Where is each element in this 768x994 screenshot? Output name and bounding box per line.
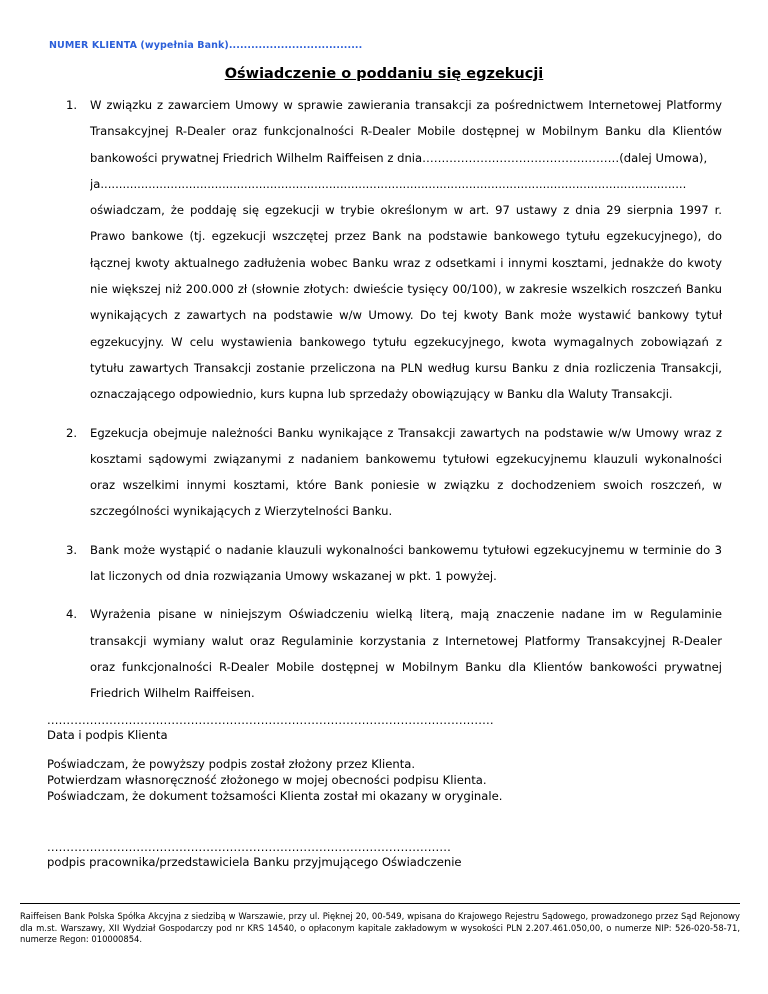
client-signature-line: ................................................................................................................... xyxy=(47,713,494,727)
clause-number: 1. xyxy=(66,98,78,112)
confirmation-statements xyxy=(47,756,502,804)
client-number-field: NUMER KLIENTA (wypełnia Bank).................................... xyxy=(49,40,363,51)
client-signature-block xyxy=(47,713,494,743)
employee-signature-label: podpis pracownika/przedstawiciela Banku przyjmującego Oświadczenie xyxy=(47,855,462,869)
confirmation-line: Poświadczam, że powyższy podpis został złożony przez Klienta. xyxy=(47,757,416,771)
confirmation-line: Potwierdzam własnoręczność złożonego w mojej obecności podpisu Klienta. xyxy=(47,773,487,787)
confirmation-line: Poświadczam, że dokument tożsamości Klienta został mi okazany w oryginale. xyxy=(47,789,503,803)
clause-3 xyxy=(66,537,722,590)
client-signature-label: Data i podpis Klienta xyxy=(47,728,168,742)
footer-legal-text: Raiffeisen Bank Polska Spółka Akcyjna z siedzibą w Warszawie, przy ul. Pięknej 20, 00-549, wpisana do Krajowego Rejestru Sądowego, prowadzonego przez Sąd Rejonowy dla m.st. Warszawy, XII Wydział Gospodarczy pod nr KRS 14540, o opłaconym kapitale zakładowym w wysokości PLN 2.207.461.050,00, o numerze NIP: 526-020-58-71, numerze Regon: 010000854. xyxy=(20,911,740,944)
document-title: Oświadczenie o poddaniu się egzekucji xyxy=(224,66,544,82)
clause-3-text: Bank może wystąpić o nadanie klauzuli wykonalności bankowemu tytułowi egzekucyjnemu w terminie do 3 lat liczonych od dnia rozwiązania Umowy wskazanej w pkt. 1 powyżej. xyxy=(90,542,722,584)
clause-number: 2. xyxy=(66,425,78,440)
employee-signature-line: ........................................................................................................ xyxy=(47,840,452,854)
clause-1 xyxy=(66,92,722,408)
clause-number: 3. xyxy=(66,542,78,557)
clause-4 xyxy=(66,601,722,706)
footer-divider xyxy=(20,903,740,904)
clause-1-body: oświadczam, że poddaję się egzekucji w trybie określonym w art. 97 ustawy z dnia 29 sierpnia 1997 r. Prawo bankowe (tj. egzekucji wszczętej przez Bank na podstawie bankowego tytułu egzekucyjnego), do łącznej kwoty aktualnego zadłużenia wobec Banku wraz z odsetkami i innymi kosztami, jednakże do kwoty nie większej niż 200.000 zł (słownie złotych: dwieście tysięcy 00/100), w zakresie wszelkich roszczeń Banku wynikających z zawartych na podstawie w/w Umowy. Do tej kwoty Bank może wystawić bankowy tytuł egzekucyjny. W celu wystawienia bankowego tytułu egzekucyjnego, kwota wymagalnych zobowiązań z tytułu zawartych Transakcji zostanie przeliczona na PLN według kursu Banku z dnia rozliczenia Transakcji, oznaczającego odpowiednio, kurs kupna lub sprzedaży obowiązujący w Banku dla Waluty Transakcji. xyxy=(90,203,722,402)
clause-2-text: Egzekucja obejmuje należności Banku wynikające z Transakcji zawartych na podstawie w/w Umowy wraz z kosztami sądowymi związanymi z nadaniem bankowemu tytułowi egzekucyjnemu klauzuli wykonalności oraz wszelkimi innymi kosztami, które Bank poniesie w związku z dochodzeniem swoich roszczeń, w szczególności wynikających z Wierzytelności Banku. xyxy=(90,425,722,519)
clause-4-text: Wyrażenia pisane w niniejszym Oświadczeniu wielką literą, mają znaczenie nadane im w Regulaminie transakcji wymiany walut oraz Regulaminie korzystania z Internetowej Platformy Transakcyjnej R-Dealer oraz funkcjonalności R-Dealer Mobile dostępnej w Mobilnym Banku dla Klientów bankowości prywatnej Friedrich Wilhelm Raiffeisen. xyxy=(90,607,722,701)
clause-2 xyxy=(66,420,722,525)
clause-number: 4. xyxy=(66,607,78,622)
client-name-line: ja............................................................................................................................................................... xyxy=(90,176,687,191)
clauses-list xyxy=(66,92,722,719)
clause-1-intro: W związku z zawarciem Umowy w sprawie zawierania transakcji za pośrednictwem Internetowej Platformy Transakcyjnej R-Dealer oraz funkcjonalności R-Dealer Mobile dostępnej w Mobilnym Banku dla Klientów bankowości prywatnej Friedrich Wilhelm Raiffeisen z dnia……………………………………………(dalej Umowa), xyxy=(90,98,722,165)
employee-signature-block xyxy=(47,840,462,870)
